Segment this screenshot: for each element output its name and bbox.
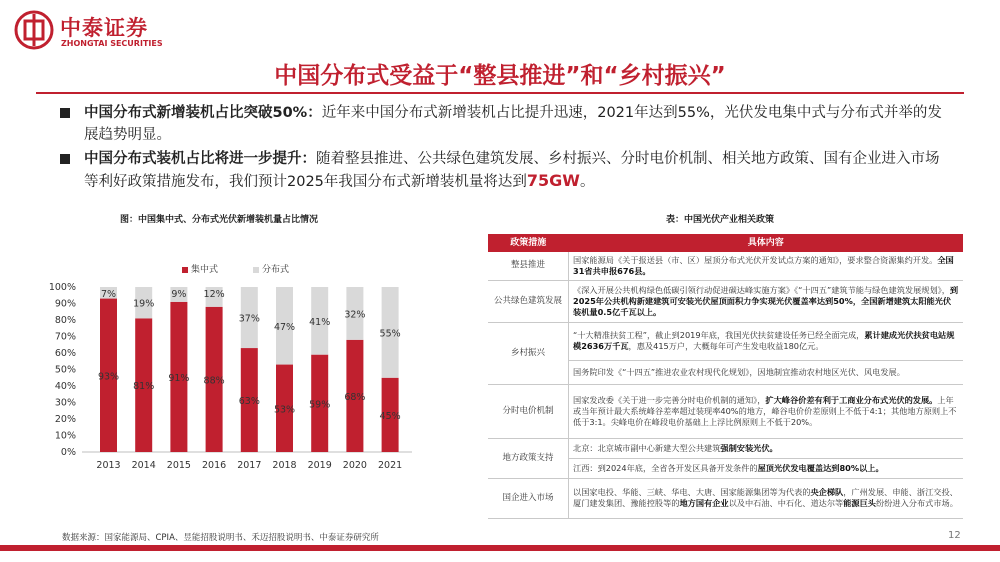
policy-content (569, 458, 964, 478)
policy-row (488, 384, 963, 438)
bullet-2-text: 随着整县推进、公共绿色建筑发展、乡村振兴、分时电价机制、相关地方政策、国有企业进入市场等利好政策措施发布，我们预计2025年我国分布式新增装机量将达到 (84, 151, 940, 190)
policy-text: 国务院印发《“十四五”推进农业农村现代化规划》，因地制宜推动农村地区光伏、风电发展。 (573, 366, 905, 377)
policy-row (488, 478, 963, 518)
policy-text: “十大精准扶贫工程”，截止到2019年底，我国光伏扶贫建设任务已经全面完成， (573, 330, 865, 340)
logo-name-cn: 中泰证券 (60, 16, 148, 40)
policy-text: 上年或当年预计最大系统峰谷差率超过装现率40%的地方，峰谷电价价差原则上不低于4:1；其他地方原则上不低于3:1。尖峰电价在峰段电价基础上上浮比例原则上不低于20%。 (573, 394, 957, 427)
policy-row (488, 252, 963, 280)
legend-label-distributed: 分布式 (262, 265, 290, 275)
title-divider (36, 92, 964, 94)
data-label-centralized: 45% (379, 410, 401, 422)
y-tick-label: 80% (54, 315, 76, 326)
policy-category: 国企进入市场 (488, 478, 569, 518)
data-label-distributed: 41% (309, 316, 331, 328)
y-tick-label: 60% (54, 348, 76, 359)
company-logo (14, 10, 194, 54)
policy-text: 以及中石油、中石化、道达尔等 (728, 498, 844, 508)
y-tick-label: 100% (48, 282, 76, 293)
bullet-1-text: 近年来中国分布式新增装机占比提升迅速，2021年达到55%，光伏发电集中式与分布式并举的发展趋势明显。 (84, 105, 942, 143)
data-label-centralized: 93% (97, 371, 120, 383)
policy-content (569, 252, 964, 280)
policy-highlight: 屋顶光伏发电覆盖达到80%以上。 (757, 462, 884, 473)
policy-content (569, 360, 964, 384)
header-content: 具体内容 (569, 234, 964, 252)
y-tick-label: 40% (54, 381, 76, 392)
footer-bar (0, 545, 1000, 551)
data-label-distributed: 7% (100, 289, 117, 300)
data-label-centralized: 63% (238, 396, 260, 408)
logo-name-en: ZHONGTAI SECURITIES (61, 39, 163, 48)
data-label-centralized: 91% (168, 372, 190, 384)
policy-category: 分时电价机制 (488, 384, 569, 438)
x-tick-label: 2018 (272, 460, 297, 471)
data-label-centralized: 88% (203, 375, 225, 387)
policy-content (569, 280, 964, 322)
policy-text: 国家能源局《关于报送县（市、区）屋顶分布式光伏开发试点方案的通知》，要求整合资源集约开发。 (573, 254, 938, 265)
policy-highlight: 能源巨头 (843, 498, 876, 508)
bullet-1-heading: 中国分布式新增装机占比突破50%： (84, 105, 322, 121)
policy-highlight: 扩大峰谷价差有利于工商业分布式光伏的发展。 (765, 394, 938, 405)
y-tick-label: 50% (54, 364, 76, 376)
policy-content (569, 322, 964, 360)
policy-highlight: 全国31省共申报676县。 (573, 254, 954, 276)
y-tick-label: 30% (54, 397, 76, 409)
policy-highlight: 到2025年公共机构新建建筑可安装光伏屋顶面积力争实现光伏覆盖率达到50%，全国新增建筑太阳能光伏装机量0.5亿千瓦以上。 (573, 284, 959, 317)
y-tick-label: 20% (54, 414, 76, 425)
policy-table (488, 234, 963, 519)
policy-row (488, 280, 963, 322)
legend-distributed (253, 262, 289, 275)
data-label-centralized: 68% (344, 391, 366, 403)
policy-content (569, 478, 964, 518)
policy-category: 整县推进 (488, 252, 569, 280)
data-label-distributed: 55% (379, 328, 401, 340)
x-tick-label: 2019 (307, 460, 332, 471)
data-label-distributed: 9% (171, 289, 187, 300)
policy-text: 纷纷进入分布式市场。 (876, 498, 958, 508)
x-tick-label: 2014 (131, 460, 156, 471)
data-label-centralized: 81% (133, 381, 155, 393)
data-label-distributed: 47% (273, 321, 296, 333)
x-tick-label: 2013 (96, 460, 121, 471)
bullet-square-icon (60, 108, 70, 118)
x-tick-label: 2020 (342, 460, 367, 471)
table-caption: 表：中国光伏产业相关政策 (666, 215, 775, 225)
page-number: 12 (948, 530, 961, 541)
bullet-square-icon (60, 154, 70, 164)
chart-caption: 图：中国集中式、分布式光伏新增装机量占比情况 (120, 215, 319, 225)
x-tick-label: 2021 (378, 460, 403, 471)
y-tick-label: 90% (54, 298, 76, 310)
legend-centralized (182, 262, 218, 275)
bullet-2-tail: 。 (579, 174, 595, 190)
policy-category: 乡村振兴 (488, 322, 569, 384)
policy-text: 以国家电投、华能、三峡、华电、大唐、国家能源集团等为代表的 (573, 487, 811, 497)
x-tick-label: 2015 (166, 460, 191, 471)
data-source: 数据来源：国家能源局、CPIA、昱能招股说明书、禾迈招股说明书、中泰证券研究所 (62, 533, 379, 543)
y-tick-label: 70% (54, 331, 76, 343)
legend-label-centralized: 集中式 (191, 265, 219, 275)
policy-text: 北京：北京城市副中心新建大型公共建筑 (573, 442, 721, 453)
legend-swatch-distributed (253, 267, 259, 273)
data-label-centralized: 53% (273, 404, 296, 416)
data-label-distributed: 37% (238, 313, 260, 325)
policy-category: 公共绿色建筑发展 (488, 280, 569, 322)
policy-table-header (488, 234, 963, 252)
logo-mark-icon (14, 10, 54, 50)
policy-highlight: 累计建成光伏扶贫电站规模2636万千瓦 (573, 330, 955, 351)
policy-highlight: 央企梯队 (810, 487, 844, 497)
policy-category: 地方政策支持 (488, 438, 569, 478)
data-label-distributed: 32% (344, 309, 366, 321)
page-title: 中国分布式受益于“整县推进”和“乡村振兴” (274, 63, 726, 89)
policy-text: 国家发改委《关于进一步完善分时电价机制的通知》， (573, 394, 766, 405)
policy-highlight: 地方国有企业 (679, 498, 729, 508)
policy-highlight: 强制安装光伏。 (720, 442, 778, 453)
policy-content (569, 438, 964, 458)
policy-row (488, 322, 963, 360)
policy-text: ，惠及415万户，大概每年可产生发电收益180亿元。 (628, 341, 824, 351)
data-label-distributed: 12% (203, 289, 225, 300)
data-label-distributed: 19% (133, 298, 155, 310)
policy-text: 《深入开展公共机构绿色低碳引领行动促进碳达峰实施方案》《“十四五”建筑节能与绿色建筑发展规划》， (573, 284, 950, 295)
policy-text: 江西：到2024年底，全省各开发区具备开发条件的 (573, 462, 758, 473)
policy-row (488, 438, 963, 458)
x-tick-label: 2017 (237, 460, 262, 471)
x-tick-label: 2016 (202, 460, 227, 471)
bullet-2-highlight: 75GW (526, 171, 580, 190)
legend-swatch-centralized (182, 267, 188, 273)
policy-content (569, 384, 964, 438)
policy-text: ，广州发展、申能、浙江交投、厦门建发集团、豫能控股等的 (573, 487, 958, 508)
data-label-centralized: 59% (309, 399, 331, 411)
bullet-2-heading: 中国分布式装机占比将进一步提升： (84, 151, 316, 167)
header-policy: 政策措施 (488, 234, 569, 252)
stacked-bar-chart (40, 278, 420, 478)
y-tick-label: 10% (54, 430, 76, 442)
y-tick-label: 0% (60, 447, 76, 458)
